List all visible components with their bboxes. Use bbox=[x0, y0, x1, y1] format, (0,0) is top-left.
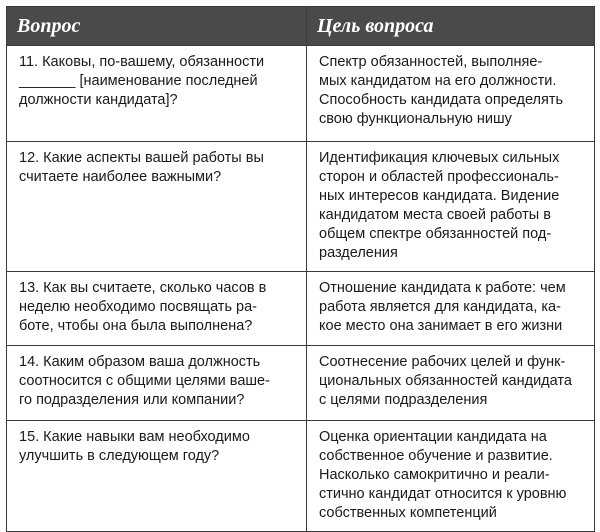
purpose-cell: Идентификация ключевых сильных сторон и областей профессиональ- ных интересов кандидата. Видение кандидатом места своей работы в общем спектре обязанностей под- разделения bbox=[307, 142, 595, 272]
table-row bbox=[7, 46, 595, 142]
purpose-cell: Спектр обязанностей, выполняе- мых кандидатом на его должности. Способность кандидата определять свою функциональную нишу bbox=[307, 46, 595, 142]
purpose-cell: Оценка ориентации кандидата на собственное обучение и развитие. Насколько самокритично и реали- стично кандидат относится к уровню собственных компетенций bbox=[307, 421, 595, 532]
question-cell: 13. Как вы считаете, сколько часов в неделю необходимо посвящать ра- боте, чтобы она была выполнена? bbox=[7, 272, 307, 346]
purpose-cell: Отношение кандидата к работе: чем работа является для кандидата, ка- кое место она занимает в его жизни bbox=[307, 272, 595, 346]
table-header-row bbox=[7, 7, 595, 46]
interview-questions-table bbox=[6, 6, 595, 532]
question-cell: 14. Каким образом ваша должность соотносится с общими целями ваше- го подразделения или компании? bbox=[7, 346, 307, 421]
header-question: Вопрос bbox=[7, 7, 307, 46]
question-cell: 11. Каковы, по-вашему, обязанности _______ [наименование последней должности кандидата]? bbox=[7, 46, 307, 142]
header-purpose: Цель вопроса bbox=[307, 7, 595, 46]
question-cell: 15. Какие навыки вам необходимо улучшить в следующем году? bbox=[7, 421, 307, 532]
question-cell: 12. Какие аспекты вашей работы вы считаете наиболее важными? bbox=[7, 142, 307, 272]
table-row bbox=[7, 421, 595, 532]
table-row bbox=[7, 142, 595, 272]
table-row bbox=[7, 346, 595, 421]
table-row bbox=[7, 272, 595, 346]
purpose-cell: Соотнесение рабочих целей и функ- циональных обязанностей кандидата с целями подразделения bbox=[307, 346, 595, 421]
